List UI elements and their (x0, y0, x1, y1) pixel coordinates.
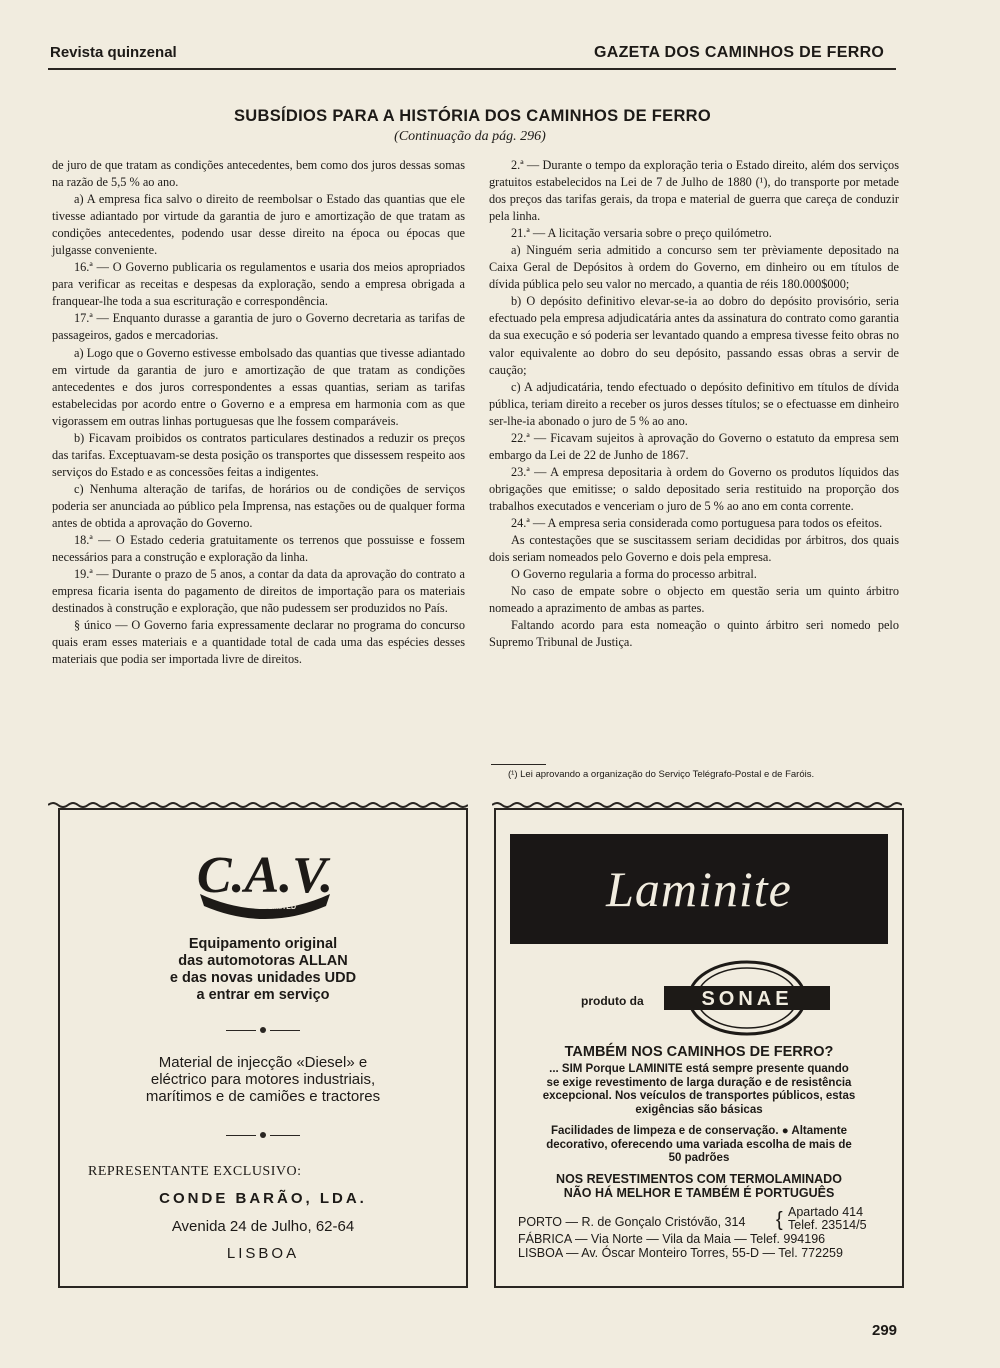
cav-body (60, 1054, 466, 1105)
cav-headline-line: Equipamento original (188, 936, 338, 952)
ornament (60, 1027, 466, 1033)
cav-headline-line: a entrar em serviço (196, 987, 330, 1003)
porto-contacts (788, 1206, 867, 1232)
cav-body-line: Material de injecção «Diesel» e (158, 1054, 368, 1071)
laminite-slogan (496, 1172, 902, 1200)
paragraph: a) A empresa fica salvo o direito de reembolsar o Estado das quantias que ele tivesse adiantado por virtude da garantia de juro e amortização de que tratam as condições antecedentes, podendo usar desse direito na época ou épocas que julgasse conveniente. (52, 192, 465, 258)
paragraph: de juro de que tratam as condições antecedentes, bem como dos juros dessas somas na razão de 5,5 % ao ano. (52, 158, 465, 190)
laminite-features-line: decorativo, oferecendo uma variada escolha de mais de (546, 1138, 852, 1151)
cav-logo-text: C.A.V. (196, 847, 334, 904)
paragraph: a) Logo que o Governo estivesse embolsado das quantias que tivesse adiantado em virtude da garantia de juro e amortização de que tratam as condições antecedentes e dos juros correspondentes a essas quantias, seriam as tarifas estabelecidas por acordo entre o Governo e a empresa em harmonia com as que vigorassem em outras linhas portuguesas que lhe fossem comparáveis. (52, 345, 465, 428)
paragraph: 21.ª — A licitação versaria sobre o preço quilómetro. (511, 226, 772, 241)
article-subtitle: (Continuação da pág. 296) (394, 129, 546, 144)
porto-apartado: Apartado 414 (788, 1205, 864, 1219)
paragraph: 16.ª — O Governo publicaria os regulamentos e usaria dos meios apropriados para verificar as receitas e despesas da exploração, sendo a empresa obrigada a franquear-lhe toda a sua escrituração e correspondência. (52, 260, 465, 309)
paragraph: c) A adjudicatária, tendo efectuado o depósito definitivo em títulos de dívida pública, teriam direito a receber os juros desses títulos; se o efectuasse em dinheiro ser-lhe-ia abonado o juro de 5 % ao ano. (489, 379, 899, 428)
laminite-body-line: ... SIM Porque LAMINITE está sempre presente quando (549, 1063, 849, 1075)
cav-advertisement (58, 808, 468, 1288)
ornament (60, 1132, 466, 1138)
laminite-body-line: excepcional. Nos veículos de transportes públicos, estas (542, 1090, 856, 1102)
laminite-advertisement (494, 808, 904, 1288)
article-right-column (489, 157, 899, 651)
article-left-column (52, 157, 465, 668)
cav-headline (60, 936, 466, 1004)
paragraph: 19.ª — Durante o prazo de 5 anos, a contar da data da aprovação do contrato a empresa ficaria isenta do pagamento de direitos de importação para os materiais destinados à construção e exploração, que não pudessem ser produzidos no País. (52, 567, 465, 616)
cav-body-line: eléctrico para motores industriais, (150, 1071, 376, 1088)
page-number: 299 (872, 1322, 898, 1339)
paragraph: Faltando acordo para esta nomeação o quinto árbitro seri nomedo pelo Supremo Tribunal de Justiça. (489, 618, 899, 650)
footnote: (¹) Lei aprovando a organização do Serviço Telégrafo-Postal e de Faróis. (508, 769, 815, 780)
paragraph: 22.ª — Ficavam sujeitos à aprovação do Governo o estatuto da empresa sem embargo da Lei de 22 de Junho de 1867. (489, 430, 899, 462)
paragraph: 24.ª — A empresa seria considerada como portuguesa para todos os efeitos. (511, 515, 883, 530)
cav-body-line: marítimos e de camiões e tractores (145, 1088, 381, 1105)
running-header-right: GAZETA DOS CAMINHOS DE FERRO (594, 44, 885, 61)
paragraph: a) Ninguém seria admitido a concurso sem ter prèviamente depositado na Caixa Geral de Depósitos à ordem do Governo, em dinheiro ou em títulos de dívida pública pelo seu valor no mercado, a quantia de réis 180.000$000; (489, 243, 899, 292)
footnote-rule (491, 764, 546, 765)
paragraph: 2.ª — Durante o tempo da exploração teria o Estado direito, além dos serviços gratuitos estabelecidos na Lei de 7 de Julho de 1880 (¹), do transporte por metade dos preços das tarifas gerais, da tropa e material de guerra que careça de conduzir pela linha. (489, 158, 899, 224)
address-lisboa: LISBOA — Av. Óscar Monteiro Torres, 55-D — Tel. 772259 (518, 1246, 843, 1260)
cav-headline-line: das automotoras ALLAN (178, 953, 348, 969)
laminite-features-line: 50 padrões (668, 1152, 730, 1164)
cav-headline-line: e das novas unidades UDD (169, 970, 357, 986)
laminite-body-line: se exige revestimento de larga duração e de resistência (546, 1076, 852, 1089)
laminite-slogan-line: NÃO HÁ MELHOR E TAMBÉM É PORTUGUÊS (563, 1186, 835, 1200)
paragraph: O Governo regularia a forma do processo arbitral. (511, 567, 757, 582)
porto-telefone: Telef. 23514/5 (788, 1218, 867, 1232)
cav-representative-label: REPRESENTANTE EXCLUSIVO: (88, 1164, 302, 1179)
cav-address: Avenida 24 de Julho, 62-64 (171, 1218, 355, 1235)
address-fabrica: FÁBRICA — Via Norte — Vila da Maia — Telef. 994196 (518, 1232, 826, 1246)
paragraph: b) Ficavam proibidos os contratos particulares destinados a reduzir os preços das tarifas. Exceptuavam-se desta posição os transportes que dissessem respeito aos serviços do Estado e as concessões feitas a indigentes. (52, 430, 465, 479)
laminite-headline: TAMBÉM NOS CAMINHOS DE FERRO? (564, 1044, 834, 1060)
paragraph: 17.ª — Enquanto durasse a garantia de juro o Governo decretaria as tarifas de passageiros, gados e mercadorias. (52, 311, 465, 343)
brace-glyph: { (776, 1209, 783, 1231)
laminite-brand-banner: Laminite (510, 834, 888, 944)
laminite-body (496, 1063, 902, 1117)
paragraph: As contestações que se suscitassem seriam decididas por árbitros, dos quais dois seriam nomeados pelo Governo e dois pela empresa. (489, 533, 899, 565)
laminite-slogan-line: NOS REVESTIMENTOS COM TERMOLAMINADO (556, 1172, 842, 1186)
cav-logo (190, 834, 340, 920)
paragraph: c) Nenhuma alteração de tarifas, de horários ou de condições de serviços poderia ser anunciada ao público pela Imprensa, nas estações ou de qualquer forma antes de obtida a aprovação do Governo. (52, 481, 465, 530)
paragraph: No caso de empate sobre o objecto em questão seria um quinto árbitro nomeado a aprazimento de ambas as partes. (489, 584, 899, 616)
header-rule (48, 68, 896, 70)
paragraph: 18.ª — O Estado cederia gratuitamente os terrenos que possuisse e fossem necessários para a construção e exploração da linha. (52, 533, 465, 565)
cav-city: LISBOA (226, 1245, 300, 1262)
sonae-logo-text: SONAE (701, 988, 793, 1010)
cav-logo-sub: LIMITED (268, 904, 296, 911)
sonae-logo (664, 958, 830, 1038)
laminite-body-line: exigências são básicas (635, 1103, 763, 1116)
article-title: SUBSÍDIOS PARA A HISTÓRIA DOS CAMINHOS DE FERRO (233, 107, 712, 125)
cav-company: CONDE BARÃO, LDA. (159, 1190, 367, 1207)
paragraph: § único — O Governo faria expressamente declarar no programa do concurso quais eram esses materiais e a quantidade total de cada uma das espécies desses materiais que podia ser importada livre de direitos. (52, 618, 465, 667)
produto-label: produto da (581, 994, 644, 1008)
address-porto: PORTO — R. de Gonçalo Cristóvão, 314 (518, 1215, 746, 1229)
paragraph: 23.ª — A empresa depositaria à ordem do Governo os produtos líquidos das obrigações que emitisse; o saldo depositado seria restituido na proporção dos trabalhos executados e venceriam o juro de 5 % ao ano em conta corrente. (489, 464, 899, 513)
running-header-left: Revista quinzenal (50, 44, 177, 61)
laminite-features (496, 1125, 902, 1166)
laminite-features-line: Facilidades de limpeza e de conservação. ● Altamente (550, 1125, 848, 1137)
paragraph: b) O depósito definitivo elevar-se-ia ao dobro do depósito provisório, seria efectuado pela empresa adjudicatária antes da assinatura do contrato como garantia da sua execução e só poderia ser levantado quando a empresa tivesse feito obras no valor equivalente ao dobro do seu depósito, passando essas obras a servir de caução; (489, 294, 899, 377)
